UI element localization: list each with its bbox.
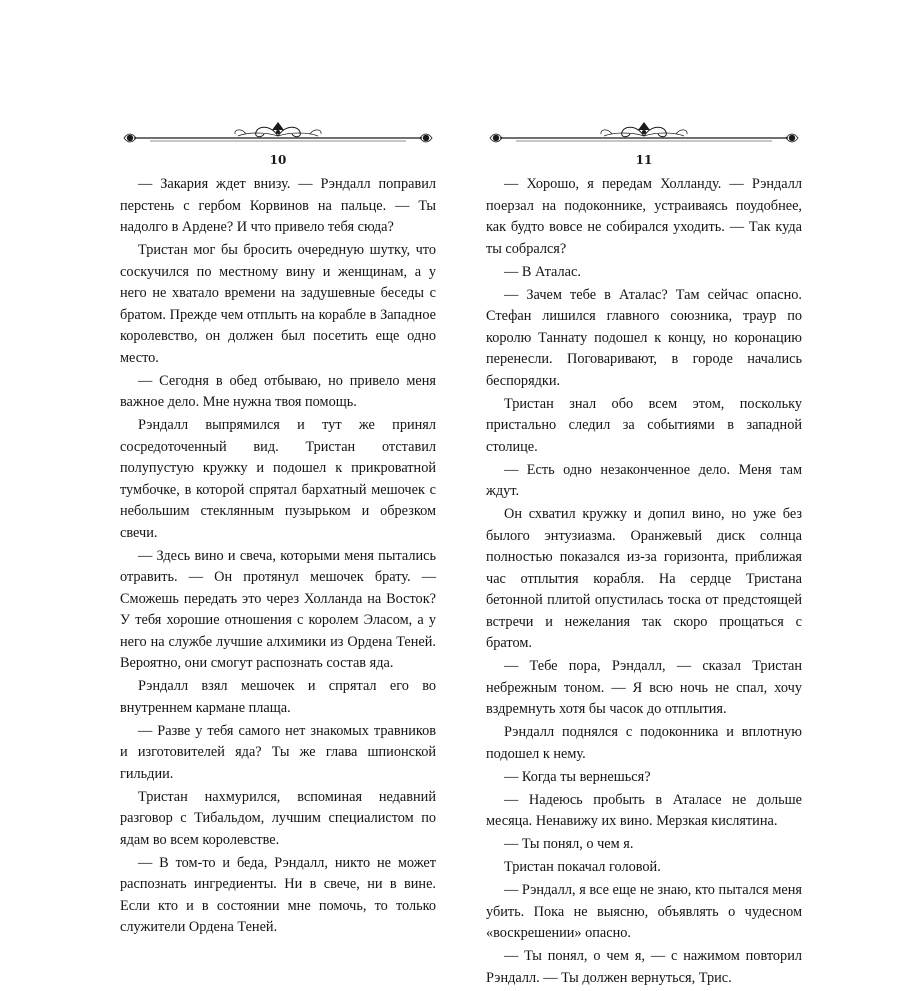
paragraph: — Тебе пора, Рэндалл, — сказал Тристан небрежным тоном. — Я всю ночь не спал, хочу вздремнуть хотя бы часок до отплытия. (486, 658, 802, 717)
paragraph: Рэндалл поднялся с подоконника и вплотную подошел к нему. (486, 724, 802, 762)
page-number: 10 (269, 153, 287, 167)
paragraph: — В том-то и беда, Рэндалл, никто не может распознать ингредиенты. Ни в свече, ни в вине. Если кто и в состоянии мне помочь, то только служители Ордена Теней. (120, 854, 436, 935)
paragraph: — Сегодня в обед отбываю, но привело меня важное дело. Мне нужна твоя помощь. (120, 372, 436, 410)
paragraph: — Здесь вино и свеча, которыми меня пытались отравить. — Он протянул мешочек брату. — Сможешь передать это через Холланда на Восток? У тебя хорошие отношения с королем Эласом, а у него на службе лучшие алхимики из Ордена Теней. Вероятно, они смогут распознать состав яда. (120, 547, 436, 671)
paragraph: — В Аталас. (504, 263, 581, 280)
right-page (486, 120, 802, 991)
paragraph: — Ты понял, о чем я, — с нажимом повторил Рэндалл. — Ты должен вернуться, Трис. (486, 948, 802, 986)
page-number: 11 (635, 153, 653, 167)
paragraph: Он схватил кружку и допил вино, но уже без былого энтузиазма. Оранжевый диск солнца полностью показался из-за горизонта, приближая час отплытия корабля. На сердце Тристана бетонной плитой опустилась тоска от предстоящей встречи и нежелания так скоро прощаться с братом. (486, 506, 802, 651)
paragraph: — Ты понял, о чем я. (504, 836, 634, 852)
left-page (120, 120, 436, 940)
paragraph: — Хорошо, я передам Холланду. — Рэндалл поерзал на подоконнике, устраиваясь поудобнее, как будто вовсе не собирался уходить. — Так куда ты собрался? (486, 176, 802, 257)
paragraph: — Зачем тебе в Аталас? Там сейчас опасно. Стефан лишился главного союзника, траур по королю Таннату подошел к концу, но коронацию перенесли. Поговаривают, в городе начались беспорядки. (486, 286, 802, 389)
paragraph: Тристан нахмурился, вспоминая недавний разговор с Тибальдом, лучшим специалистом по ядам во всем королевстве. (120, 788, 436, 848)
paragraph: — Разве у тебя самого нет знакомых травников и изготовителей яда? Ты же глава шпионской гильдии. (120, 722, 436, 782)
paragraph: — Когда ты вернешься? (504, 768, 651, 785)
paragraph: Тристан покачал головой. (504, 859, 661, 875)
paragraph: — Рэндалл, я все еще не знаю, кто пытался меня убить. Пока не выясню, объявлять о чудесном «воскрешении» опасно. (486, 882, 802, 941)
paragraph: Рэндалл взял мешочек и спрятал его во внутреннем кармане плаща. (120, 678, 436, 716)
gutter (449, 140, 451, 780)
paragraph: Тристан мог бы бросить очередную шутку, что соскучился по местному вину и женщинам, а у него не хватало времени на задушевные беседы с братом. Прежде чем отплыть на корабле в Западное королевство, он должен был посетить еще одно место. (120, 242, 436, 366)
page-body (486, 174, 802, 989)
paragraph: Тристан знал обо всем этом, поскольку пристально следил за событиями в западной столице. (486, 395, 802, 455)
page-body (120, 174, 436, 939)
paragraph: — Надеюсь пробыть в Аталасе не дольше месяца. Ненавижу их вино. Мерзкая кислятина. (486, 791, 802, 829)
paragraph: — Закария ждет внизу. — Рэндалл поправил перстень с гербом Корвинов на пальце. — Ты надолго в Ардене? И что привело тебя сюда? (120, 176, 436, 235)
paragraph: Рэндалл выпрямился и тут же принял сосредоточенный вид. Тристан отставил полупустую кружку и подошел к прикроватной тумбочке, в которой спрятал бархатный мешочек с небольшим стеклянным пузырьком и обрезком свечи. (120, 417, 436, 541)
paragraph: — Есть одно незаконченное дело. Меня там ждут. (486, 461, 802, 499)
